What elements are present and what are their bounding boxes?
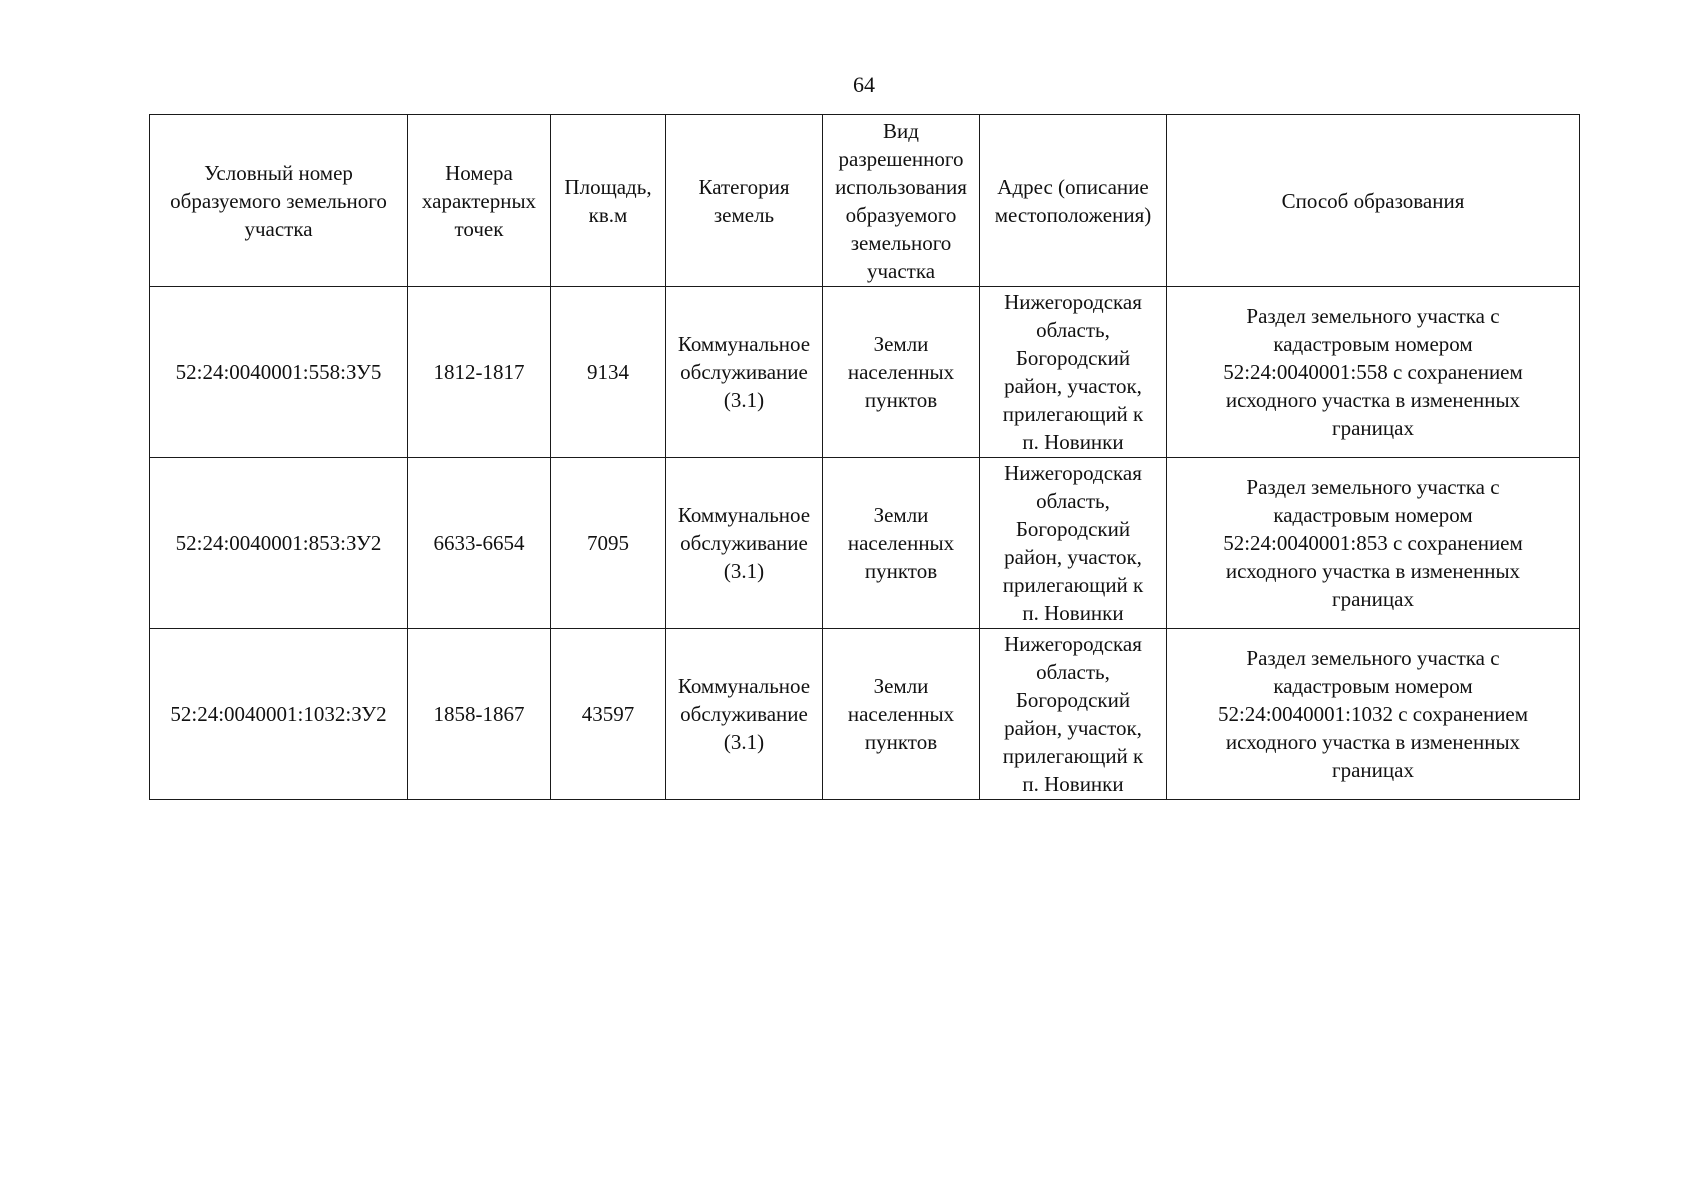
cell-point-numbers: 6633-6654 — [408, 458, 551, 629]
cell-formation-method: Раздел земельного участка с кадастровым номером 52:24:0040001:1032 с сохранением исходного участка в измененных границах — [1167, 629, 1580, 800]
cell-land-category: Коммунальное обслуживание (3.1) — [666, 629, 823, 800]
cell-area: 9134 — [551, 287, 666, 458]
cell-address: Нижегородская область, Богородский район, участок, прилегающий к п. Новинки — [980, 629, 1167, 800]
header-plot-number: Условный номер образуемого земельного участка — [150, 115, 408, 287]
cell-land-category: Коммунальное обслуживание (3.1) — [666, 287, 823, 458]
cell-permitted-use: Земли населенных пунктов — [823, 458, 980, 629]
header-address: Адрес (описание местоположения) — [980, 115, 1167, 287]
cell-permitted-use: Земли населенных пунктов — [823, 629, 980, 800]
cell-area: 43597 — [551, 629, 666, 800]
cell-plot-number: 52:24:0040001:1032:ЗУ2 — [150, 629, 408, 800]
cell-plot-number: 52:24:0040001:558:ЗУ5 — [150, 287, 408, 458]
table-header-row — [150, 115, 1580, 287]
land-plots-table — [149, 114, 1580, 800]
table-row — [150, 629, 1580, 800]
table-row — [150, 458, 1580, 629]
cell-area: 7095 — [551, 458, 666, 629]
cell-point-numbers: 1858-1867 — [408, 629, 551, 800]
cell-address: Нижегородская область, Богородский район, участок, прилегающий к п. Новинки — [980, 458, 1167, 629]
cell-permitted-use: Земли населенных пунктов — [823, 287, 980, 458]
table-row — [150, 287, 1580, 458]
header-area: Площадь, кв.м — [551, 115, 666, 287]
header-point-numbers: Номера характерных точек — [408, 115, 551, 287]
cell-land-category: Коммунальное обслуживание (3.1) — [666, 458, 823, 629]
header-formation-method: Способ образования — [1167, 115, 1580, 287]
cell-plot-number: 52:24:0040001:853:ЗУ2 — [150, 458, 408, 629]
header-permitted-use: Вид разрешенного использования образуемого земельного участка — [823, 115, 980, 287]
cell-address: Нижегородская область, Богородский район, участок, прилегающий к п. Новинки — [980, 287, 1167, 458]
cell-formation-method: Раздел земельного участка с кадастровым номером 52:24:0040001:853 с сохранением исходного участка в измененных границах — [1167, 458, 1580, 629]
cell-formation-method: Раздел земельного участка с кадастровым номером 52:24:0040001:558 с сохранением исходного участка в измененных границах — [1167, 287, 1580, 458]
cell-point-numbers: 1812-1817 — [408, 287, 551, 458]
page-number: 64 — [853, 72, 875, 97]
header-land-category: Категория земель — [666, 115, 823, 287]
